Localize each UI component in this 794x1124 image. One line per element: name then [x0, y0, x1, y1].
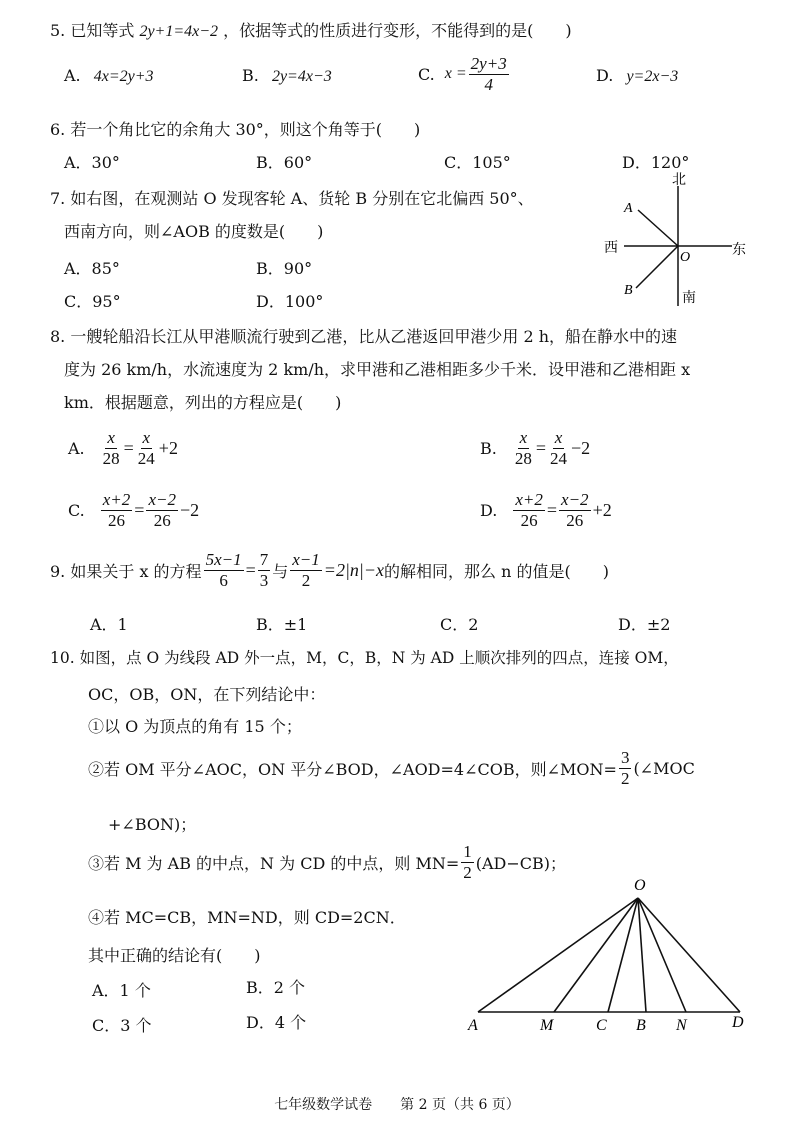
- q9-option-d: D．±2: [618, 615, 671, 634]
- q9-fraction-2: [258, 550, 271, 590]
- q10-statement-3-post: (AD−CB)；: [475, 853, 567, 873]
- q5-option-b-text: 2y=4x−3: [271, 68, 332, 85]
- q6-option-b: B．60°: [256, 153, 313, 172]
- numerator: x: [554, 428, 563, 447]
- q10-statement-2-fraction: [619, 748, 632, 788]
- q5-option-c-lhs: x =: [444, 65, 467, 83]
- equals-sign: =: [535, 437, 546, 458]
- q9-suffix: 的解相同，那么 n 的值是( ): [383, 561, 609, 581]
- q10-option-c: C．3 个: [92, 1016, 152, 1035]
- label-north: 北: [672, 173, 686, 188]
- q10-statement-4: ④若 MC=CB，MN=ND，则 CD=2CN．: [88, 908, 406, 927]
- q8-option-d: [480, 490, 612, 530]
- q9-fraction-1: [204, 550, 244, 590]
- denominator: 24: [550, 448, 567, 468]
- q6-stem: 6. 若一个角比它的余角大 30°，则这个角等于( ): [50, 120, 421, 139]
- segment-om: [554, 898, 638, 1012]
- label-west: 西: [604, 241, 618, 256]
- q8-option-c: [68, 490, 199, 530]
- numerator: 1: [463, 842, 472, 861]
- label-b: B: [624, 283, 633, 298]
- q6-option-d: D．120°: [622, 153, 690, 172]
- q8-option-a-frac2: [136, 428, 157, 468]
- q8-option-b: [480, 428, 590, 468]
- numerator: 5x−1: [205, 550, 242, 569]
- ray-ob: [636, 246, 678, 288]
- q8-option-b-label: B.: [480, 438, 497, 458]
- q10-statement-3-pre: ③若 M 为 AB 的中点，N 为 CD 的中点，则 MN=: [88, 853, 460, 873]
- label-east: 东: [732, 243, 746, 258]
- denominator: 6: [219, 570, 228, 590]
- q7-option-a: A．85°: [64, 259, 120, 278]
- equals-sign: =: [123, 437, 134, 458]
- q5-option-c-numerator: 2y+3: [470, 54, 507, 73]
- q8-option-d-label: D.: [480, 500, 498, 520]
- denominator: 28: [514, 448, 532, 468]
- denominator: 2: [301, 570, 311, 590]
- q7-stem-line1: 7. 如右图，在观测站 O 发现客轮 A、货轮 B 分别在它北偏西 50°、: [50, 189, 534, 208]
- q10-statement-1: ①以 O 为顶点的角有 15 个；: [88, 717, 302, 736]
- q10-option-b: B．2 个: [246, 978, 306, 997]
- numerator: x−2: [148, 490, 176, 509]
- q9-fraction-3: [290, 550, 322, 590]
- q8-option-d-frac1: [513, 490, 545, 530]
- q6-option-a: A．30°: [64, 153, 120, 172]
- label-o: O: [634, 877, 646, 894]
- label-n: N: [676, 1017, 687, 1034]
- q8-stem-line2: 度为 26 km/h，水流速度为 2 km/h，求甲港和乙港相距多少千米．设甲港和乙港相距 x: [64, 360, 691, 379]
- q5-option-d-label: D.: [596, 66, 614, 85]
- q8-option-a-frac1: [101, 428, 122, 468]
- q9-stem: [50, 550, 609, 590]
- denominator: 24: [137, 448, 155, 468]
- q9-mid: 与: [272, 561, 289, 581]
- q5-option-c-fraction: [469, 54, 509, 94]
- denominator: 26: [153, 510, 171, 530]
- q5-option-b: [242, 66, 332, 86]
- q9-option-b: B．±1: [256, 615, 308, 634]
- denominator: 26: [520, 510, 538, 530]
- q10-statement-2-post: (∠MOC: [633, 758, 695, 778]
- q8-option-c-frac2: [146, 490, 178, 530]
- q7-compass-figure: [598, 168, 748, 308]
- label-o: O: [680, 250, 691, 265]
- numerator: x+2: [515, 490, 543, 509]
- segment-oa: [478, 898, 638, 1012]
- numerator: 7: [259, 550, 269, 569]
- q5-option-d-text: y=2x−3: [626, 68, 679, 85]
- denominator: 28: [102, 448, 120, 468]
- q6-option-c: C．105°: [444, 153, 511, 172]
- label-m: M: [540, 1017, 554, 1034]
- numerator: x−1: [292, 550, 320, 569]
- label-b: B: [636, 1017, 646, 1034]
- q5-option-a: [64, 66, 154, 86]
- denominator: 26: [566, 510, 584, 530]
- label-a: A: [468, 1017, 478, 1034]
- page-footer: 七年级数学试卷 第 2 页（共 6 页）: [274, 1097, 520, 1113]
- q10-option-d: D．4 个: [246, 1013, 307, 1032]
- q5-option-c-denominator: 4: [484, 74, 493, 94]
- q5-equation: 2y+1=4x−2: [139, 23, 219, 40]
- q8-option-b-frac1: [513, 428, 534, 468]
- equals-sign: =: [245, 559, 256, 580]
- denominator: 2: [463, 862, 472, 882]
- denominator: 2: [620, 768, 630, 788]
- q8-option-c-label: C.: [68, 500, 85, 520]
- q5-option-d: [596, 66, 678, 86]
- ray-oa: [638, 210, 678, 246]
- numerator: x: [142, 428, 151, 447]
- q8-option-d-frac2: [559, 490, 591, 530]
- q8-option-b-tail: −2: [571, 437, 591, 458]
- numerator: x−2: [561, 490, 589, 509]
- q10-stem-line1: 10. 如图，点 O 为线段 AD 外一点，M，C，B，N 为 AD 上顺次排列的四点，连接 OM，: [50, 649, 679, 667]
- denominator: 26: [108, 510, 126, 530]
- numerator: x: [107, 428, 115, 447]
- q5-option-a-text: 4x=2y+3: [93, 68, 154, 85]
- equals-sign: =: [134, 499, 145, 520]
- q8-option-a-label: A.: [68, 438, 85, 458]
- q9-prefix: 9. 如果关于 x 的方程: [50, 561, 202, 581]
- q10-statement-2-cont: +∠BON)；: [108, 815, 197, 834]
- numerator: x+2: [102, 490, 131, 509]
- q7-option-c: C．95°: [64, 292, 121, 311]
- q5-stem: [50, 18, 572, 41]
- numerator: 3: [620, 748, 630, 767]
- q7-option-d: D．100°: [256, 292, 324, 311]
- q8-option-c-frac1: [101, 490, 133, 530]
- label-south: 南: [682, 291, 696, 306]
- segment-od: [638, 898, 740, 1012]
- q9-rhs: =2|n|−x: [323, 559, 384, 580]
- q7-stem-line2: 西南方向，则∠AOB 的度数是( ): [64, 222, 324, 241]
- q5-option-c: [418, 54, 511, 94]
- q5-prefix: 5. 已知等式: [50, 21, 135, 40]
- numerator: x: [519, 428, 528, 447]
- label-c: C: [596, 1017, 607, 1034]
- q7-option-b: B．90°: [256, 259, 313, 278]
- q5-option-b-label: B.: [242, 66, 259, 85]
- q8-option-a-tail: +2: [158, 437, 178, 458]
- q10-option-a: A．1 个: [92, 981, 151, 1000]
- equals-sign: =: [546, 499, 558, 520]
- q9-option-c: C．2: [440, 615, 479, 634]
- q10-figure: [462, 870, 762, 1040]
- q8-option-c-tail: −2: [179, 499, 200, 520]
- q10-ask: 其中正确的结论有( ): [88, 946, 261, 965]
- q8-stem-line3: km．根据题意，列出的方程应是( ): [64, 393, 342, 412]
- q8-option-a: [68, 428, 178, 468]
- q10-statement-2: [88, 748, 695, 788]
- q8-stem-line1: 8. 一艘轮船沿长江从甲港顺流行驶到乙港，比从乙港返回甲港少用 2 h，船在静水中的速: [50, 327, 678, 346]
- q8-option-b-frac2: [548, 428, 569, 468]
- label-a: A: [624, 201, 633, 216]
- denominator: 3: [259, 570, 269, 590]
- q10-statement-2-pre: ②若 OM 平分∠AOC，ON 平分∠BOD，∠AOD=4∠COB，则∠MON=: [88, 759, 617, 779]
- label-d: D: [732, 1014, 744, 1031]
- q8-option-d-tail: +2: [592, 499, 612, 520]
- q5-option-a-label: A.: [64, 66, 81, 85]
- q5-suffix: ，依据等式的性质进行变形，不能得到的是( ): [223, 21, 572, 40]
- q9-option-a: A．1: [90, 615, 128, 634]
- q5-option-c-label: C.: [418, 64, 435, 84]
- q10-stem-line2: OC，OB，ON，在下列结论中：: [88, 685, 326, 704]
- segment-oc: [608, 898, 638, 1012]
